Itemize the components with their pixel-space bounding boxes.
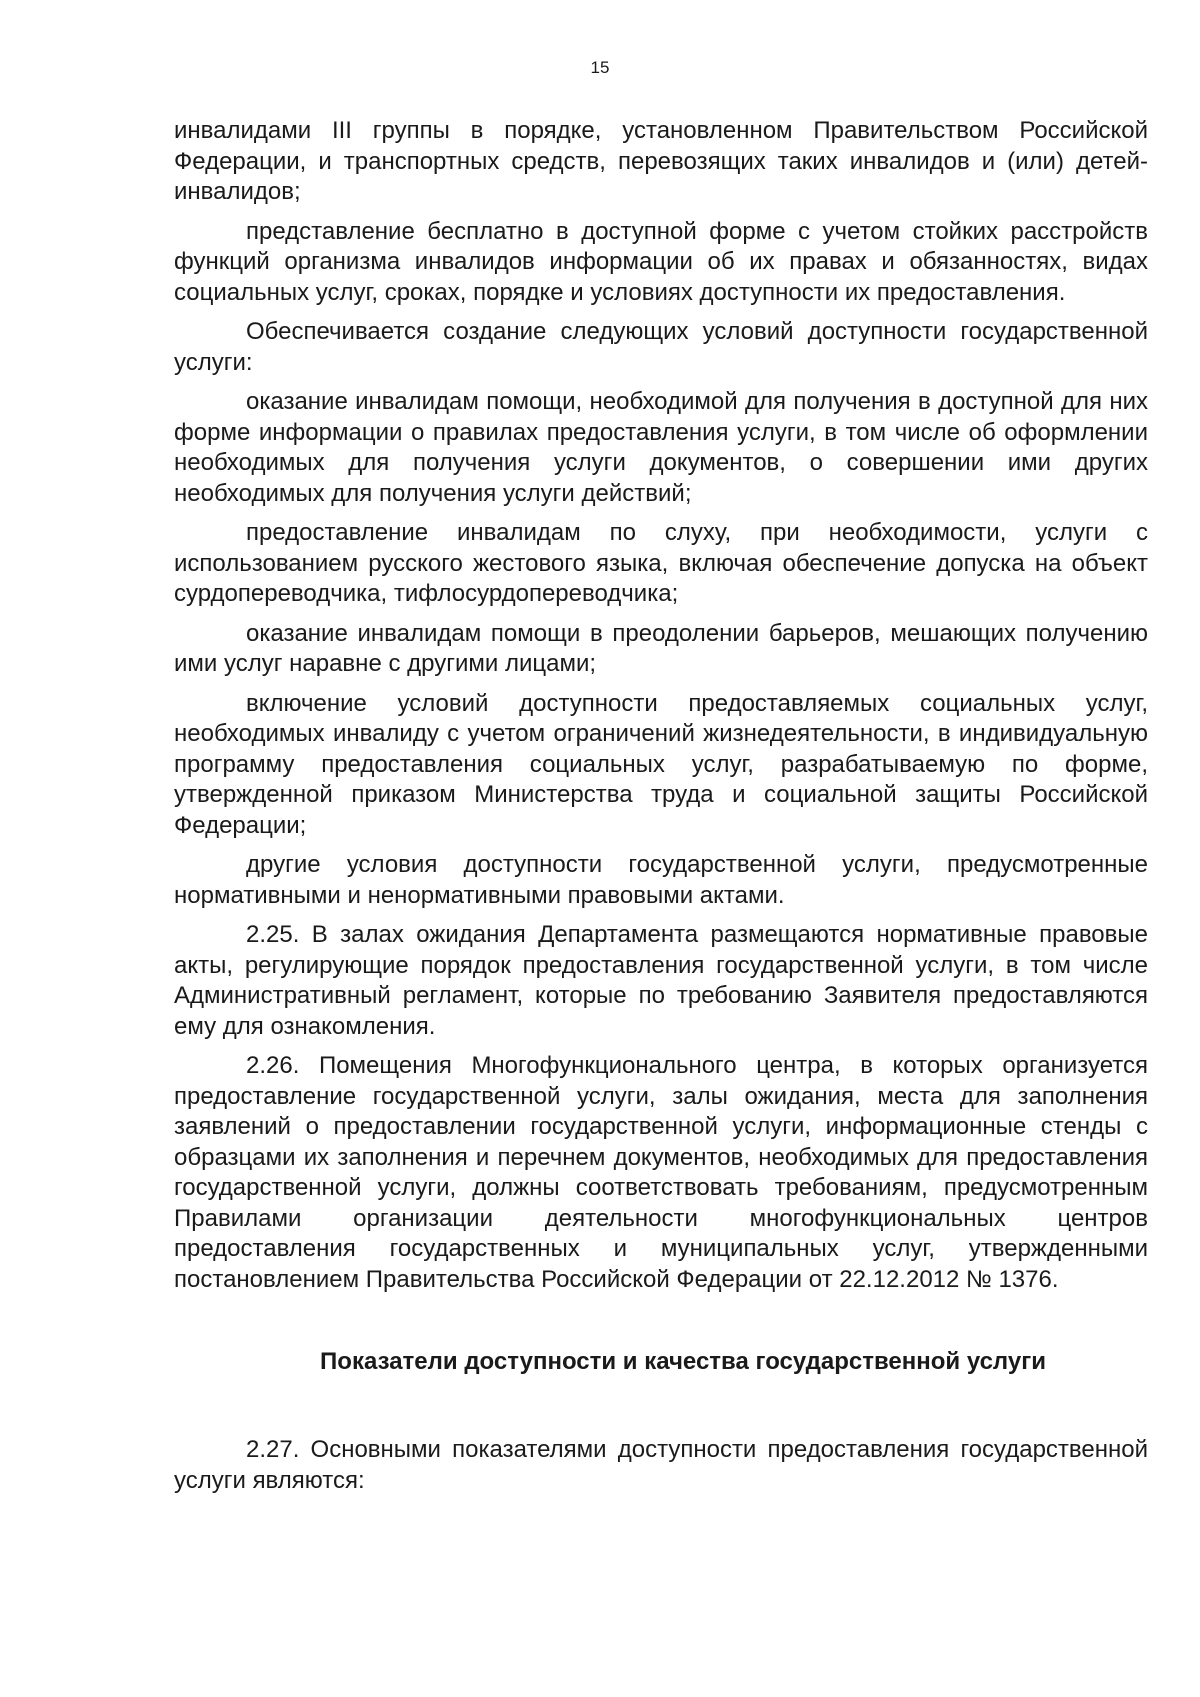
page-content [174,116,1148,1505]
paragraph: включение условий доступности предоставляемых социальных услуг, необходимых инвалиду с учетом ограничений жизнедеятельности, в индивидуальную программу предоставления социальных услуг, разрабатываемую по форме, утвержденной приказом Министерства труда и социальной защиты Российской Федерации; [174,689,1148,839]
section-heading: Показатели доступности и качества государственной услуги [320,1348,1046,1375]
paragraph: 2.27. Основными показателями доступности предоставления государственной услуги являются: [174,1436,1148,1494]
paragraph: представление бесплатно в доступной форме с учетом стойких расстройств функций организма инвалидов информации об их правах и обязанностях, видах социальных услуг, сроках, порядке и условиях доступности их предоставления. [174,217,1148,306]
paragraph: оказание инвалидам помощи, необходимой для получения в доступной для них форме информации о правилах предоставления услуги, в том числе об оформлении необходимых для получения услуги документов, о совершении ими других необходимых для получения услуги действий; [174,388,1148,507]
paragraph: 2.26. Помещения Многофункционального центра, в которых организуется предоставление государственной услуги, залы ожидания, места для заполнения заявлений о предоставлении государственной услуги, информационные стенды с образцами их заполнения и перечнем документов, необходимых для предоставления государственной услуги, должны соответствовать требованиям, предусмотренным Правилами организации деятельности многофункциональных центров предоставления государственных и муниципальных услуг, утвержденными постановлением Правительства Российской Федерации от 22.12.2012 № 1376. [174,1052,1148,1293]
paragraph: Обеспечивается создание следующих условий доступности государственной услуги: [174,318,1148,376]
paragraph: инвалидами III группы в порядке, установленном Правительством Российской Федерации, и транспортных средств, перевозящих таких инвалидов и (или) детей-инвалидов; [174,117,1148,205]
paragraph: предоставление инвалидам по слуху, при необходимости, услуги с использованием русского жестового языка, включая обеспечение допуска на объект сурдопереводчика, тифлосурдопереводчика; [174,519,1148,607]
page-number: 15 [590,58,610,77]
paragraph: другие условия доступности государственной услуги, предусмотренные нормативными и ненормативными правовыми актами. [174,851,1148,909]
paragraph: 2.25. В залах ожидания Департамента размещаются нормативные правовые акты, регулирующие порядок предоставления государственной услуги, в том числе Административный регламент, которые по требованию Заявителя предоставляются ему для ознакомления. [174,921,1148,1040]
paragraph: оказание инвалидам помощи в преодолении барьеров, мешающих получению ими услуг наравне с другими лицами; [174,619,1148,677]
